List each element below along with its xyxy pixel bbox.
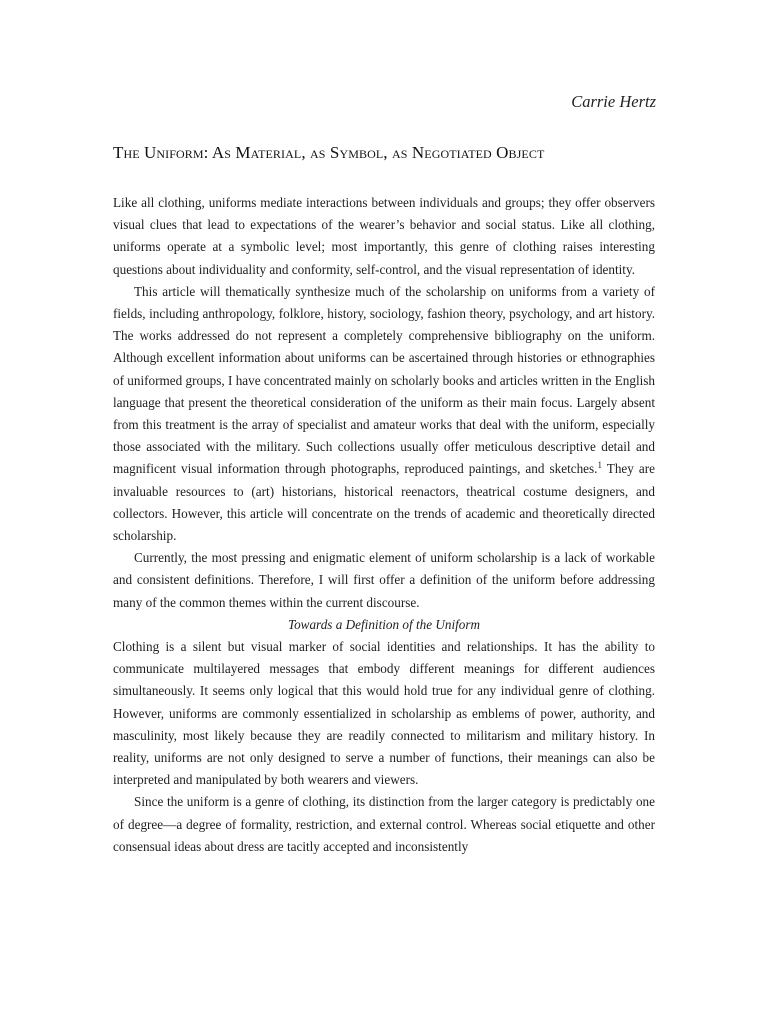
paragraph: Like all clothing, uniforms mediate interactions between individuals and groups; they offer observers visual clues that lead to expectations of the wearer’s behavior and social status. Like all clothing, uniforms operate at a symbolic level; most importantly, this genre of clothing raises interesting questions about individuality and conformity, self-control, and the visual representation of identity. [113, 195, 655, 277]
paragraph: Clothing is a silent but visual marker of social identities and relationships. It has the ability to communicate multilayered messages that embody different meanings for different audiences simultaneously. It seems only logical that this would hold true for any individual genre of clothing. However, uniforms are commonly essentialized in scholarship as emblems of power, authority, and masculinity, most likely because they are readily connected to militarism and military history. In reality, uniforms are not only designed to serve a number of functions, their meanings can also be interpreted and manipulated by both wearers and viewers. [113, 639, 655, 788]
section-heading: Towards a Definition of the Uniform [287, 616, 481, 632]
author-name: Carrie Hertz [571, 92, 656, 111]
paragraph-text: This article will thematically synthesize much of the scholarship on uniforms from a variety of fields, including anthropology, folklore, history, sociology, fashion theory, psychology, and art history. The works addressed do not represent a completely comprehensive bibliography on the uniform. Although excellent information about uniforms can be ascertained through histories or ethnographies of uniformed groups, I have concentrated mainly on scholarly books and articles written in the English language that present the theoretical consideration of the uniform as their main focus. Largely absent from this treatment is the array of specialist and amateur works that deal with the uniform, especially those associated with the military. Such collections usually offer meticulous descriptive detail and magnificent visual information through photographs, reproduced paintings, and sketches. [113, 283, 656, 477]
article-body [113, 192, 655, 858]
footnote-marker[interactable]: 1 [597, 460, 602, 471]
article-title: The Uniform: As Material, as Symbol, as Negotiated Object [113, 143, 545, 162]
paragraph [113, 281, 655, 547]
paragraph: Currently, the most pressing and enigmatic element of uniform scholarship is a lack of workable and consistent definitions. Therefore, I will first offer a definition of the uniform before addressing many of the common themes within the current discourse. [113, 550, 655, 610]
paragraph: Since the uniform is a genre of clothing, its distinction from the larger category is predictably one of degree—a degree of formality, restriction, and external control. Whereas social etiquette and other consensual ideas about dress are tacitly accepted and inconsistently [113, 794, 655, 854]
paragraph-text: They are invaluable resources to (art) historians, historical reenactors, theatrical costume designers, and collectors. However, this article will concentrate on the trends of academic and theoretically directed scholarship. [113, 461, 655, 544]
